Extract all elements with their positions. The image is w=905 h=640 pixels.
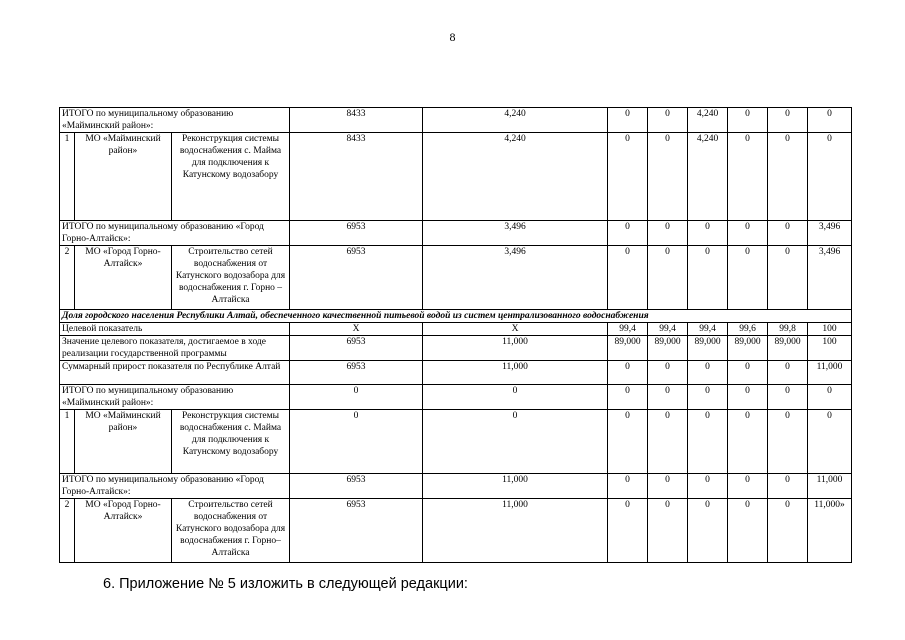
- row-number: 2: [60, 499, 75, 563]
- detail-row: [60, 410, 852, 474]
- amount-cell: 4,240: [423, 133, 608, 221]
- value-cell: 0: [768, 410, 808, 474]
- code-cell: Х: [290, 323, 423, 336]
- row-label: Целевой показатель: [60, 323, 290, 336]
- section-row: [60, 310, 852, 323]
- value-cell: 99,4: [688, 323, 728, 336]
- row-label: ИТОГО по муниципальному образованию «Майминский район»:: [60, 108, 290, 133]
- total-row: [60, 336, 852, 361]
- value-cell: 4,240: [688, 108, 728, 133]
- value-cell: 0: [608, 108, 648, 133]
- value-cell: 0: [808, 385, 852, 410]
- section-heading: 6. Приложение № 5 изложить в следующей редакции:: [103, 576, 468, 592]
- row-label: ИТОГО по муниципальному образованию «Город Горно-Алтайск»:: [60, 474, 290, 499]
- detail-row: [60, 133, 852, 221]
- row-label: Суммарный прирост показателя по Республике Алтай: [60, 361, 290, 385]
- value-cell: 0: [608, 410, 648, 474]
- section-title: Доля городского населения Республики Алтай, обеспеченного качественной питьевой водой из систем централизованного водоснабжения: [60, 310, 852, 323]
- project-cell: Строительство сетей водоснабжения от Катунского водозабора для водоснабжения г. Горно–Алтайска: [172, 499, 290, 563]
- value-cell: 0: [768, 108, 808, 133]
- code-cell: 6953: [290, 246, 423, 310]
- row-number: 1: [60, 410, 75, 474]
- value-cell: 0: [688, 499, 728, 563]
- value-cell: 0: [648, 108, 688, 133]
- value-cell: 11,000»: [808, 499, 852, 563]
- page-number: 8: [449, 30, 456, 44]
- value-cell: 0: [688, 385, 728, 410]
- value-cell: 0: [808, 108, 852, 133]
- value-cell: 0: [728, 499, 768, 563]
- total-row: [60, 221, 852, 246]
- value-cell: 0: [728, 221, 768, 246]
- project-cell: Строительство сетей водоснабжения от Катунского водозабора для водоснабжения г. Горно – Алтайска: [172, 246, 290, 310]
- value-cell: 0: [608, 361, 648, 385]
- value-cell: 0: [728, 133, 768, 221]
- value-cell: 0: [808, 410, 852, 474]
- value-cell: 100: [808, 336, 852, 361]
- code-cell: 6953: [290, 336, 423, 361]
- row-label: ИТОГО по муниципальному образованию «Город Горно-Алтайск»:: [60, 221, 290, 246]
- total-row: [60, 474, 852, 499]
- value-cell: 3,496: [808, 246, 852, 310]
- value-cell: 89,000: [648, 336, 688, 361]
- value-cell: 0: [688, 221, 728, 246]
- total-row: [60, 323, 852, 336]
- value-cell: 0: [648, 246, 688, 310]
- amount-cell: 0: [423, 410, 608, 474]
- code-cell: 8433: [290, 133, 423, 221]
- value-cell: 0: [728, 246, 768, 310]
- table-body: [60, 108, 852, 563]
- value-cell: 4,240: [688, 133, 728, 221]
- value-cell: 0: [768, 133, 808, 221]
- value-cell: 0: [608, 221, 648, 246]
- value-cell: 0: [728, 108, 768, 133]
- value-cell: 0: [768, 474, 808, 499]
- amount-cell: 11,000: [423, 474, 608, 499]
- total-row: [60, 361, 852, 385]
- code-cell: 8433: [290, 108, 423, 133]
- amount-cell: 11,000: [423, 336, 608, 361]
- code-cell: 6953: [290, 221, 423, 246]
- value-cell: 0: [648, 221, 688, 246]
- amount-cell: Х: [423, 323, 608, 336]
- municipality-cell: МО «Город Горно-Алтайск»: [75, 246, 172, 310]
- detail-row: [60, 499, 852, 563]
- value-cell: 89,000: [688, 336, 728, 361]
- project-cell: Реконструкция системы водоснабжения с. Майма для подключения к Катунскому водозабору: [172, 410, 290, 474]
- value-cell: 0: [648, 499, 688, 563]
- value-cell: 11,000: [808, 474, 852, 499]
- value-cell: 0: [648, 474, 688, 499]
- detail-row: [60, 246, 852, 310]
- value-cell: 99,4: [608, 323, 648, 336]
- value-cell: 0: [728, 474, 768, 499]
- value-cell: 11,000: [808, 361, 852, 385]
- indicator-table: [59, 107, 852, 563]
- value-cell: 0: [728, 361, 768, 385]
- row-number: 1: [60, 133, 75, 221]
- value-cell: 0: [648, 410, 688, 474]
- value-cell: 99,6: [728, 323, 768, 336]
- amount-cell: 3,496: [423, 246, 608, 310]
- amount-cell: 11,000: [423, 361, 608, 385]
- value-cell: 0: [768, 385, 808, 410]
- value-cell: 99,4: [648, 323, 688, 336]
- value-cell: 0: [688, 361, 728, 385]
- value-cell: 0: [648, 385, 688, 410]
- value-cell: 89,000: [608, 336, 648, 361]
- value-cell: 99,8: [768, 323, 808, 336]
- row-label: ИТОГО по муниципальному образованию «Майминский район»:: [60, 385, 290, 410]
- total-row: [60, 385, 852, 410]
- value-cell: 0: [768, 221, 808, 246]
- value-cell: 100: [808, 323, 852, 336]
- project-cell: Реконструкция системы водоснабжения с. Майма для подключения к Катунскому водозабору: [172, 133, 290, 221]
- value-cell: 0: [648, 133, 688, 221]
- value-cell: 0: [648, 361, 688, 385]
- value-cell: 0: [768, 361, 808, 385]
- amount-cell: 0: [423, 385, 608, 410]
- value-cell: 0: [728, 385, 768, 410]
- amount-cell: 4,240: [423, 108, 608, 133]
- value-cell: 89,000: [768, 336, 808, 361]
- value-cell: 0: [688, 246, 728, 310]
- amount-cell: 11,000: [423, 499, 608, 563]
- code-cell: 6953: [290, 499, 423, 563]
- total-row: [60, 108, 852, 133]
- value-cell: 0: [688, 474, 728, 499]
- value-cell: 0: [608, 499, 648, 563]
- code-cell: 0: [290, 385, 423, 410]
- amount-cell: 3,496: [423, 221, 608, 246]
- code-cell: 6953: [290, 361, 423, 385]
- value-cell: 0: [608, 246, 648, 310]
- value-cell: 0: [608, 385, 648, 410]
- value-cell: 0: [728, 410, 768, 474]
- value-cell: 0: [768, 499, 808, 563]
- value-cell: 0: [608, 133, 648, 221]
- code-cell: 6953: [290, 474, 423, 499]
- municipality-cell: МО «Майминский район»: [75, 133, 172, 221]
- value-cell: 0: [608, 474, 648, 499]
- row-label: Значение целевого показателя, достигаемое в ходе реализации государственной программы: [60, 336, 290, 361]
- value-cell: 0: [688, 410, 728, 474]
- value-cell: 89,000: [728, 336, 768, 361]
- value-cell: 0: [768, 246, 808, 310]
- code-cell: 0: [290, 410, 423, 474]
- municipality-cell: МО «Майминский район»: [75, 410, 172, 474]
- municipality-cell: МО «Город Горно-Алтайск»: [75, 499, 172, 563]
- row-number: 2: [60, 246, 75, 310]
- value-cell: 3,496: [808, 221, 852, 246]
- value-cell: 0: [808, 133, 852, 221]
